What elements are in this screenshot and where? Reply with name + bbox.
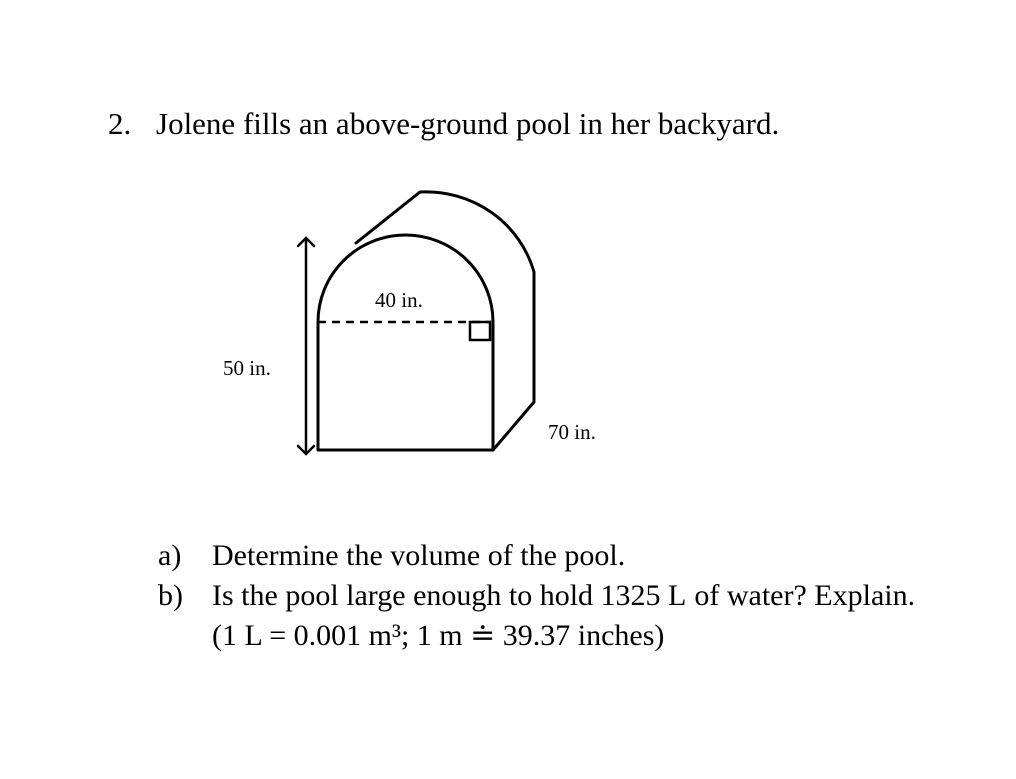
part-b-letter: b)	[158, 579, 183, 612]
height-label: 50 in.	[223, 356, 271, 380]
question-parts	[158, 536, 915, 656]
question-text: Jolene fills an above-ground pool in her backyard.	[156, 106, 780, 141]
pool-front-face	[318, 322, 493, 450]
depth-label: 70 in.	[548, 420, 596, 444]
height-dimension-arrow	[298, 238, 314, 454]
part-b	[158, 576, 915, 616]
part-a-letter: a)	[158, 539, 182, 572]
width-label: 40 in.	[375, 288, 423, 312]
part-a	[158, 536, 915, 576]
question-number: 2.	[108, 106, 132, 141]
part-b-note: (1 L = 0.001 m³; 1 m ≐ 39.37 inches)	[212, 619, 665, 652]
part-b-text-after: of water? Explain.	[694, 579, 916, 612]
part-b-text-before: Is the pool large enough to hold 1325 L	[212, 579, 687, 612]
part-a-text: Determine the volume of the pool.	[212, 539, 626, 572]
right-angle-marker	[470, 322, 490, 340]
